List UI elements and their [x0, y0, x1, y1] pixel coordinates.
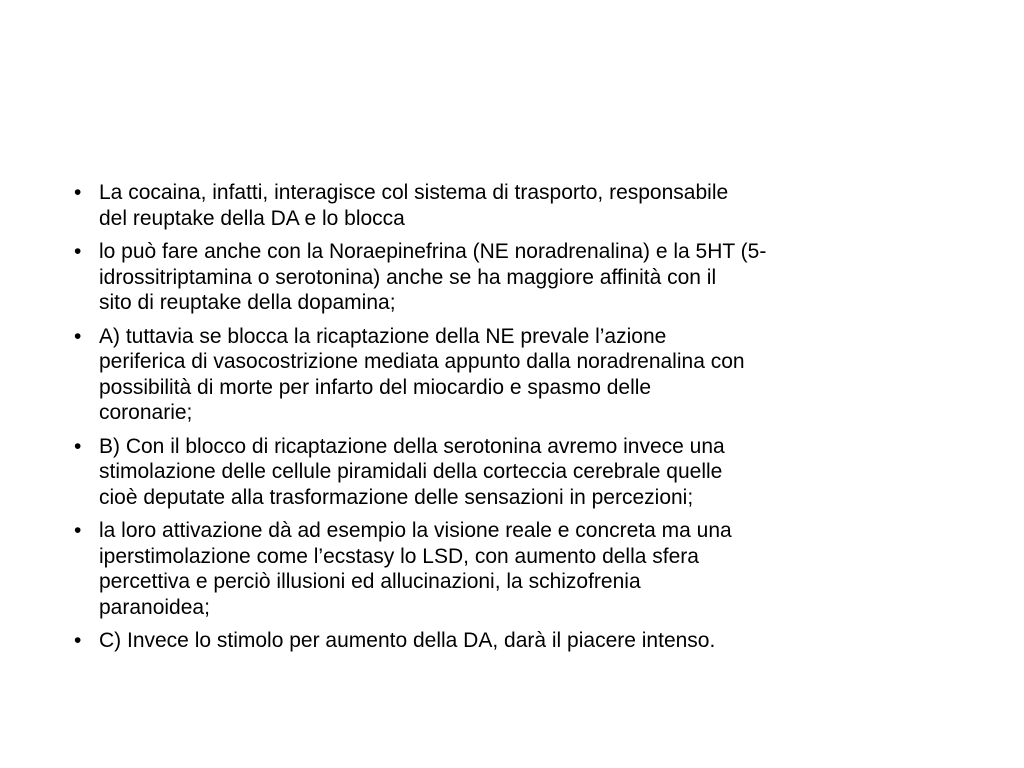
bullet-item-2 [74, 239, 964, 316]
bullet-marker: • [74, 181, 82, 204]
bullet-line: la loro attivazione dà ad esempio la visione reale e concreta ma una [99, 519, 732, 542]
bullet-line: cioè deputate alla trasformazione delle sensazioni in percezioni; [99, 485, 694, 509]
bullet-item-5 [74, 518, 964, 620]
bullet-line: stimolazione delle cellule piramidali della corteccia cerebrale quelle [99, 460, 723, 483]
bullet-line: C) Invece lo stimolo per aumento della DA, darà il piacere intenso. [99, 629, 716, 652]
bullet-line: iperstimolazione come l’ecstasy lo LSD, con aumento della sfera [99, 544, 699, 568]
bullet-line: del reuptake della DA e lo blocca [99, 206, 405, 230]
bullet-marker: • [74, 240, 82, 263]
bullet-line: paranoidea; [99, 595, 210, 619]
bullet-text [99, 434, 964, 511]
bullet-marker: • [74, 519, 82, 542]
bullet-list [74, 180, 964, 662]
bullet-line: La cocaina, infatti, interagisce col sistema di trasporto, responsabile [99, 181, 729, 204]
bullet-line: sito di reuptake della dopamina; [99, 291, 396, 314]
bullet-text [99, 518, 964, 620]
bullet-marker: • [74, 324, 82, 348]
bullet-line: percettiva e perciò illusioni ed allucinazioni, la schizofrenia [99, 570, 641, 593]
bullet-text [99, 239, 964, 316]
bullet-line: lo può fare anche con la Noraepinefrina (NE noradrenalina) e la 5HT (5- [99, 240, 767, 263]
bullet-item-3 [74, 324, 964, 426]
bullet-text [99, 628, 964, 654]
bullet-item-4 [74, 434, 964, 511]
bullet-line: idrossitriptamina o serotonina) anche se ha maggiore affinità con il [99, 265, 717, 289]
bullet-line: B) Con il blocco di ricaptazione della serotonina avremo invece una [99, 434, 725, 458]
bullet-line: A) tuttavia se blocca la ricaptazione della NE prevale l’azione [99, 324, 667, 348]
bullet-line: possibilità di morte per infarto del miocardio e spasmo delle [99, 375, 652, 399]
bullet-marker: • [74, 629, 82, 652]
bullet-text [99, 180, 964, 231]
bullet-item-1 [74, 180, 964, 231]
bullet-text [99, 324, 964, 426]
bullet-marker: • [74, 434, 82, 458]
bullet-line: coronarie; [99, 401, 193, 424]
bullet-item-6 [74, 628, 964, 654]
bullet-line: periferica di vasocostrizione mediata appunto dalla noradrenalina con [99, 350, 745, 373]
